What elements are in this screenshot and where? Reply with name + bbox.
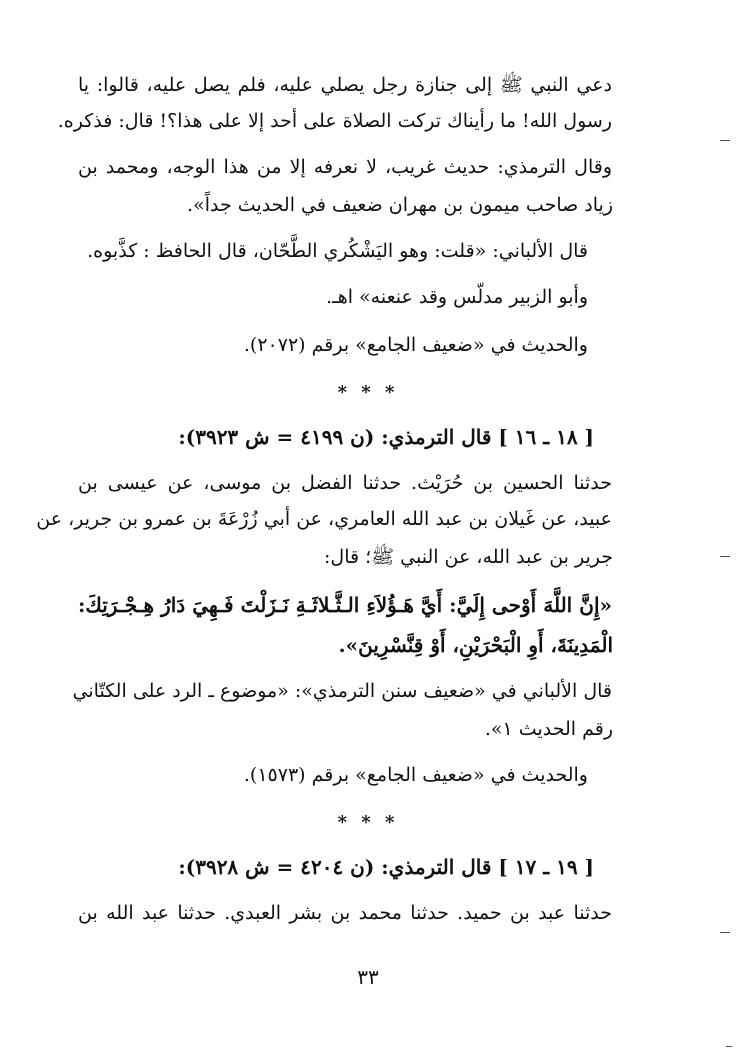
hadith-text: «إِنَّ اللَّهَ أَوْحى إِلَيَّ: أَيَّ هَـؤُلاَءِ الـثَّـلاثَـةِ نَـزَلْتَ فَـهِيَ دَارُ هِـجْـرَتِكَ: xyxy=(78,593,612,617)
text-line: حدثنا الحسين بن حُرَيْث. حدثنا الفضل بن موسى، عن عيسى بن xyxy=(78,472,612,494)
text-line: والحديث في «ضعيف الجامع» برقم (١٥٧٣). xyxy=(243,764,588,786)
text-line: دعي النبي ﷺ إلى جنازة رجل يصلي عليه، فلم يصل عليه، قالوا: يا xyxy=(78,74,612,96)
text-line: عبيد، عن غَيلان بن عبد الله العامري، عن أبي زُرْعَةَ بن عمرو بن جرير، عن xyxy=(36,508,612,530)
scan-edge-mark xyxy=(720,556,730,557)
scan-edge-mark xyxy=(726,1046,732,1047)
text-line: حدثنا عبد بن حميد. حدثنا محمد بن بشر العبدي. حدثنا عبد الله بن xyxy=(78,902,612,924)
text-line: وقال الترمذي: حديث غريب، لا نعرفه إلا من هذا الوجه، ومحمد بن xyxy=(78,156,612,178)
section-separator: * * * xyxy=(337,812,399,833)
scan-edge-mark xyxy=(720,140,730,141)
text-line: والحديث في «ضعيف الجامع» برقم (٢٠٧٢). xyxy=(243,334,588,356)
section-separator: * * * xyxy=(337,382,399,403)
text-line: قال الألباني: «قلت: وهو اليَشْكُري الطَّحّان، قال الحافظ : كذَّبوه. xyxy=(87,240,588,262)
text-line: زياد صاحب ميمون بن مهران ضعيف في الحديث جداً». xyxy=(187,194,613,216)
text-line: جرير بن عبد الله، عن النبي ﷺ؛ قال: xyxy=(324,546,613,568)
scan-edge-mark xyxy=(720,932,730,933)
text-line: رسول الله! ما رأيناك تركت الصلاة على أحد إلا على هذا؟! قال: فذكره. xyxy=(57,110,612,132)
hadith-heading: [ ١٩ ـ ١٧ ] قال الترمذي: (ن ٤٢٠٤ = ش ٣٩٢٨): xyxy=(178,855,594,879)
page-number: ٣٣ xyxy=(357,965,379,989)
text-line: رقم الحديث ١». xyxy=(484,718,613,740)
hadith-text: الْمَدِينَةَ، أَوِ الْبَحْرَيْنِ، أَوْ قِنَّسْرِينَ». xyxy=(338,633,613,657)
text-line: وأبو الزبير مدلّس وقد عنعنه» اهـ. xyxy=(326,286,588,308)
text-line: قال الألباني في «ضعيف سنن الترمذي»: «موضوع ـ الرد على الكتّاني xyxy=(72,680,612,702)
hadith-heading: [ ١٨ ـ ١٦ ] قال الترمذي: (ن ٤١٩٩ = ش ٣٩٢٣): xyxy=(178,425,594,449)
